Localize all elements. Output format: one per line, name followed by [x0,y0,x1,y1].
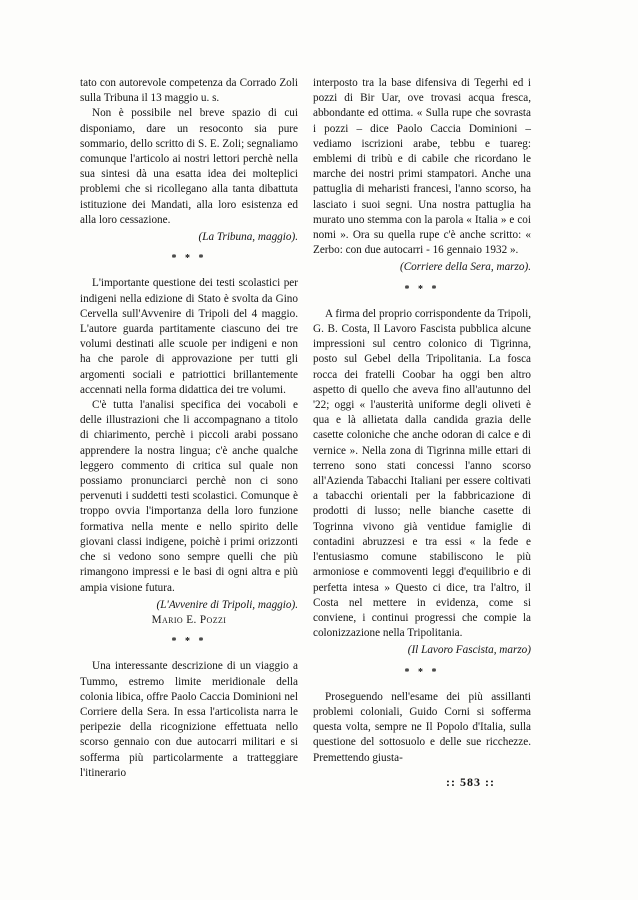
section-divider: * * * [171,636,207,648]
paragraph: Non è possibile nel breve spazio di cui disponiamo, dare un resoconto sia pure sommario, dello scritto di S. E. Zoli; segnaliamo comunque l'articolo ai nostri lettori perchè nella sua sintesi dà una esatta idea dei molteplici problemi che si ricollegano alla tanta dibattuta istituzione dei Mandati, alla loro esistenza ed alla loro cessazione. [80,107,298,226]
source-citation: (L'Avvenire di Tripoli, maggio). [156,598,298,611]
page-number: :: 583 :: [446,775,495,789]
paragraph: tato con autorevole competenza da Corrado Zoli sulla Tribuna il 13 maggio u. s. [80,77,298,105]
left-column [80,76,298,781]
author-signature: Mario E. Pozzi [151,613,227,626]
source-citation: (Corriere della Sera, marzo). [399,261,531,274]
paragraph: L'importante questione dei testi scolastici per indigeni nella edizione di Stato è svolta da Gino Cervella sull'Avvenire di Tripoli del 4 maggio. L'autore guarda partitamente ciascuno dei tre volumi destinati alle scuole per indigeni e non ha che parole di approvazione per tutti gli argomenti sociali e patriottici brillantemente accennati nella forma didattica dei tre volumi. [80,277,298,396]
section-divider: * * * [404,283,440,295]
paragraph: Proseguendo nell'esame dei più assillanti problemi coloniali, Guido Corni si sofferma questa volta, sempre ne Il Popolo d'Italia, sulla questione del sottosuolo e delle sue ricchezze. Premettendo giusta- [313,690,531,764]
source-citation: (Il Lavoro Fascista, marzo) [407,644,531,657]
source-citation: (La Tribuna, maggio). [198,231,298,244]
section-divider: * * * [171,253,207,265]
paragraph: Una interessante descrizione di un viaggio a Tummo, estremo limite meridionale della colonia libica, offre Paolo Caccia Dominioni nel Corriere della Sera. In essa l'articolista narra le peripezie della ricognizione effettuata nello scorso gennaio con due autocarri militari e si sofferma più particolarmente a tratteggiare l'itinerario [80,660,298,779]
paragraph: C'è tutta l'analisi specifica dei vocaboli e delle illustrazioni che li accompagnano a titolo di chiarimento, perchè i piccoli arabi possano apprendere la nostra lingua; c'è anche qualche leggero commento di critica sul quale non possiamo pronunciarci perchè non ci sono pervenuti i suddetti testi scolastici. Comunque è troppo ovvia l'importanza della loro funzione formativa nella mente e nello spirito delle giovani classi indigene, poichè i primi orizzonti che si vedono sono sempre quelli che più rimangono impressi e le basi di ogni altra e più ampia visione futura. [80,399,298,594]
right-column [313,76,531,766]
section-divider: * * * [404,666,440,678]
paragraph: A firma del proprio corrispondente da Tripoli, G. B. Costa, Il Lavoro Fascista pubblica alcune impressioni sul centro colonico di Tigrinna, posto sul Gebel della Tripolitania. La fosca rocca dei fratelli Coobar ha oggi ben altro aspetto di quello che aveva fino all'autunno del '22; oggi « l'austerità uniforme degli oliveti è qua e là allietata dalla candida grazia delle casette coloniche che anche odoran di calce e di vernice ». Nella zona di Tigrinna mille ettari di terreno sono stati concessi l'anno scorso all'Azienda Tabacchi Italiani per essere coltivati a tabacchi orientali per la fabbricazione di prodotti di lusso; nelle bianche casette di Togrinna vivono già ventidue famiglie di contadini abruzzesi e tra essi « la fede e l'entusiasmo comune stabiliscono le più armoniose e commoventi leggi d'equilibrio e di perfetta intesa » Questo ci dice, tra l'altro, il Costa nel mettere in evidenza, come si conviene, i continui progressi che compie la colonizzazione nella Tripolitania. [313,307,531,640]
paragraph: interposto tra la base difensiva di Tegerhi ed i pozzi di Bir Uar, ove trovasi acqua fresca, abbondante ed ottima. « Sulla rupe che sovrasta i pozzi – dice Paolo Caccia Dominioni – vediamo iscrizioni arabe, tebbu e tuareg: emblemi di tribù e di cabile che ricordano le marche dei nostri primi stampatori. Anche una pattuglia di meharisti francesi, l'anno scorso, ha lasciato i suoi segni. Una nostra pattuglia ha murato uno stemma con la parola « Italia » e coi nomi ». Ora su quella rupe c'è anche scritto: « Zerbo: con due autocarri - 16 gennaio 1932 ». [313,77,531,257]
